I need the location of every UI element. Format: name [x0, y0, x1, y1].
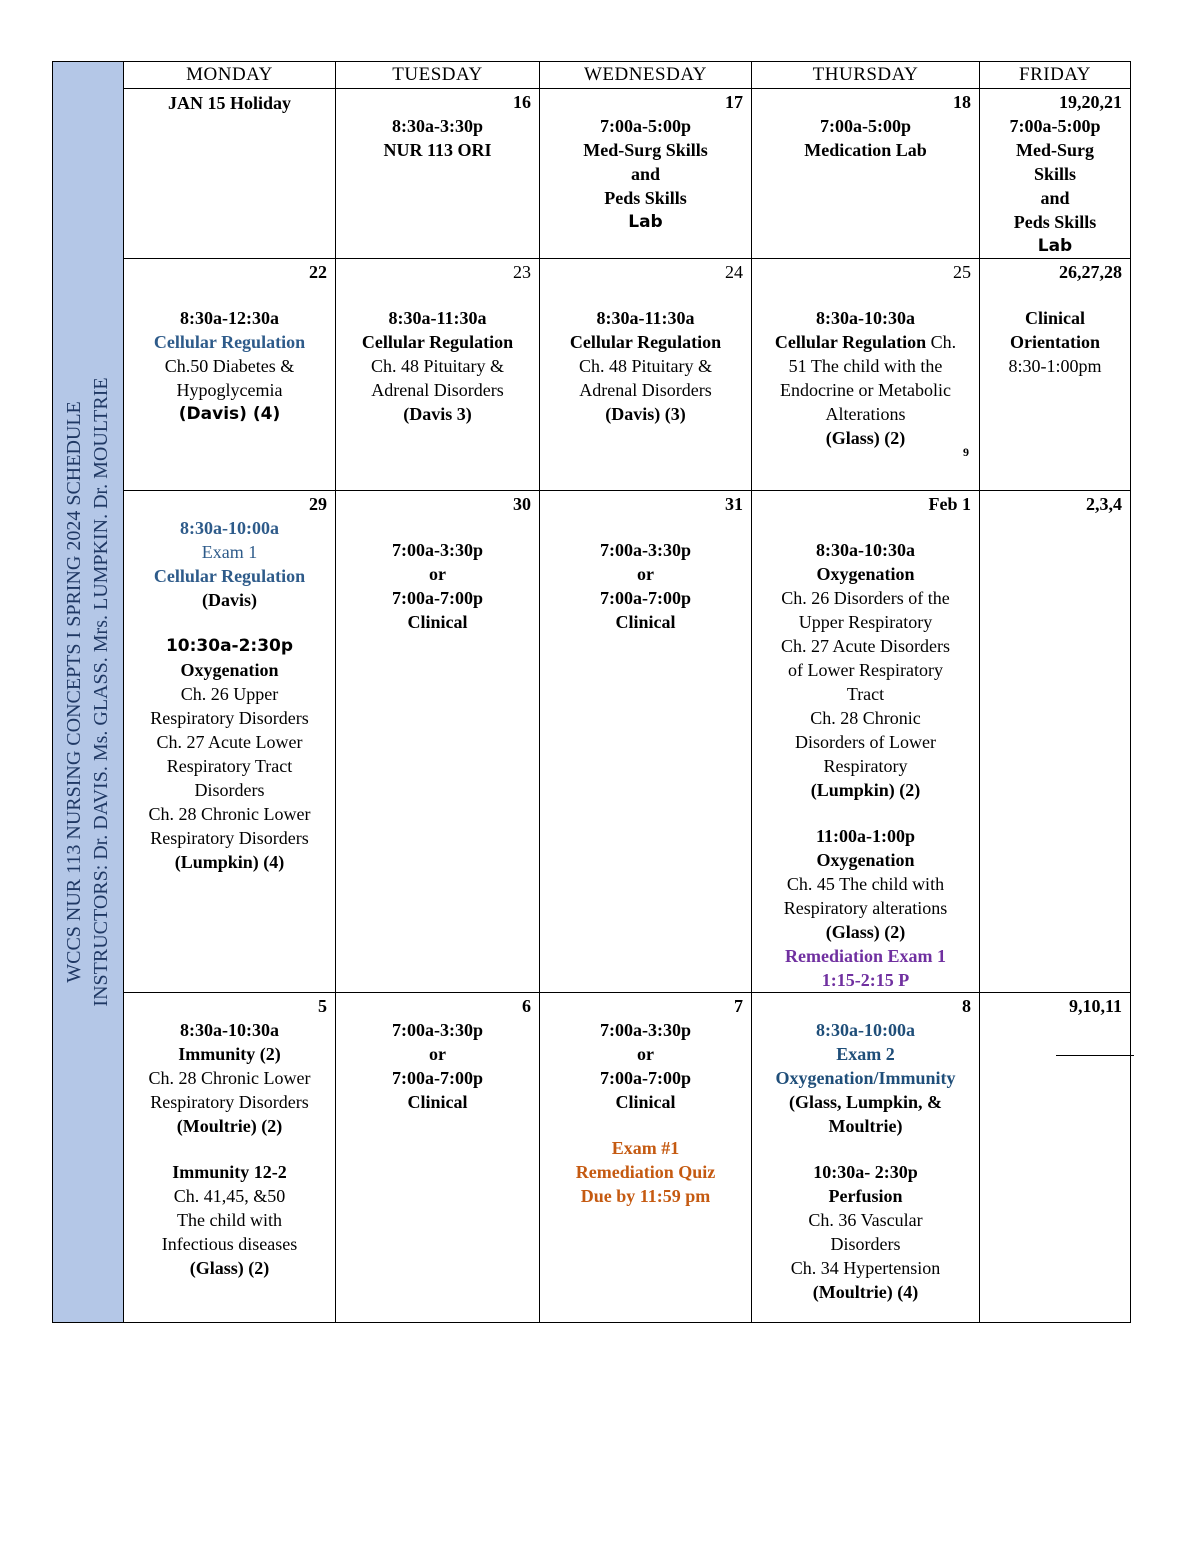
- week-row: [53, 259, 1131, 491]
- session-time: 8:30a-10:30a: [816, 540, 915, 560]
- session-title: Peds Skills: [604, 188, 687, 208]
- session-title: Medication Lab: [804, 140, 927, 160]
- chapter-line: Ch. 48 Pituitary &: [578, 356, 712, 376]
- date-number: 23: [513, 262, 531, 282]
- chapter-line: Respiratory Disorders: [150, 828, 309, 848]
- chapter-line: Respiratory Disorders: [150, 708, 309, 728]
- session-topic: Oxygenation/Immunity: [775, 1068, 956, 1088]
- chapter-line: Tract: [846, 684, 885, 704]
- day-cell: [540, 491, 752, 993]
- session-title: NUR 113 ORI: [383, 140, 492, 160]
- date-number: 9,10,11: [1068, 996, 1122, 1016]
- date-number: 26,27,28: [1059, 262, 1122, 282]
- session-title: Peds Skills: [1013, 212, 1097, 232]
- date-number: 17: [725, 92, 743, 112]
- day-cell: [980, 89, 1131, 259]
- session-topic: Cellular Regulation: [361, 332, 514, 352]
- instructor-label: (Glass) (2): [825, 922, 906, 942]
- date-number: 8: [962, 996, 971, 1016]
- chapter-line: Ch. 48 Pituitary &: [370, 356, 504, 376]
- session-title: Clinical: [407, 1092, 468, 1112]
- week-row: [53, 89, 1131, 259]
- chapter-line: Adrenal Disorders: [371, 380, 504, 400]
- chapter-line: Adrenal Disorders: [579, 380, 712, 400]
- side-banner: [53, 62, 124, 1323]
- session-time: 7:00a-3:30p: [392, 540, 483, 560]
- session-topic: Cellular Regulation: [153, 566, 306, 586]
- chapter-line: Disorders of Lower: [795, 732, 936, 752]
- session-title: Orientation: [1010, 332, 1100, 352]
- week-row: [53, 491, 1131, 993]
- date-number: 18: [953, 92, 971, 112]
- day-header-tuesday: TUESDAY: [336, 62, 540, 89]
- chapter-line: Alterations: [825, 404, 906, 424]
- chapter-line: Ch. 26 Upper: [180, 684, 279, 704]
- day-cell: [980, 259, 1131, 491]
- chapter-line: Ch. 27 Acute Disorders: [781, 636, 950, 656]
- date-number: 25: [953, 262, 971, 282]
- chapter-line: 51 The child with the: [788, 356, 943, 376]
- session-title: Med-Surg Skills: [583, 140, 708, 160]
- date-number: 19,20,21: [1059, 92, 1122, 112]
- session-time: 10:30a- 2:30p: [813, 1162, 918, 1182]
- instructor-label: (Davis) (3): [605, 404, 686, 424]
- session-time: 7:00a-3:30p: [600, 540, 691, 560]
- day-cell: [752, 491, 980, 993]
- day-cell: [752, 993, 980, 1323]
- chapter-line: Endocrine or Metabolic: [780, 380, 951, 400]
- instructor-label: (Moultrie) (2): [176, 1116, 283, 1136]
- session-time: 7:00a-3:30p: [600, 1020, 691, 1040]
- date-number: 7: [734, 996, 743, 1016]
- instructor-label: (Davis) (4): [178, 404, 281, 424]
- chapter-line: Ch.50 Diabetes &: [164, 356, 295, 376]
- date-number: 6: [522, 996, 531, 1016]
- session-time: 7:00a-7:00p: [600, 588, 691, 608]
- date-number: 22: [309, 262, 327, 282]
- session-time: 10:30a-2:30p: [165, 636, 294, 656]
- day-header-wednesday: WEDNESDAY: [540, 62, 752, 89]
- chapter-line: of Lower Respiratory: [788, 660, 943, 680]
- session-topic: Oxygenation: [180, 660, 279, 680]
- day-header-thursday: THURSDAY: [752, 62, 980, 89]
- week-row: [53, 993, 1131, 1323]
- day-cell: [752, 259, 980, 491]
- chapter-line: Upper Respiratory: [798, 612, 933, 632]
- session-time: 8:30a-10:00a: [816, 1020, 915, 1040]
- session-topic: Cellular Regulation: [774, 332, 927, 352]
- instructors-line: INSTRUCTORS: Dr. DAVIS. Ms. GLASS. Mrs. LUMPKIN. Dr. MOULTRIE: [90, 377, 112, 1007]
- day-cell: [124, 259, 336, 491]
- schedule-title: WCCS NUR 113 NURSING CONCEPTS I SPRING 2024 SCHEDULE: [63, 401, 85, 983]
- date-number: 29: [309, 494, 327, 514]
- session-time: 7:00a-5:00p: [820, 116, 911, 136]
- session-topic: Perfusion: [828, 1186, 903, 1206]
- or-label: or: [637, 1044, 654, 1064]
- day-cell: [124, 491, 336, 993]
- day-cell: [124, 89, 336, 259]
- session-time: 8:30a-12:30a: [180, 308, 279, 328]
- session-title: Lab: [628, 212, 663, 232]
- date-number: 31: [725, 494, 743, 514]
- chapter-line: Respiratory alterations: [783, 898, 948, 918]
- quiz-due: Due by 11:59 pm: [580, 1186, 711, 1206]
- session-topic: Oxygenation: [816, 850, 915, 870]
- date-number: Feb 1: [928, 494, 971, 514]
- chapter-line: Ch. 27 Acute Lower: [156, 732, 303, 752]
- instructor-label: (Lumpkin) (2): [810, 780, 921, 800]
- session-time: 7:00a-5:00p: [1009, 116, 1101, 136]
- or-label: or: [429, 1044, 446, 1064]
- date-number: 30: [513, 494, 531, 514]
- day-cell: [336, 89, 540, 259]
- session-time: 8:30a-3:30p: [392, 116, 483, 136]
- session-time: 7:00a-3:30p: [392, 1020, 483, 1040]
- session-topic: Cellular Regulation: [153, 332, 306, 352]
- remediation-time: 1:15-2:15 P: [821, 970, 910, 990]
- day-cell: [980, 491, 1131, 993]
- session-time: 8:30a-11:30a: [596, 308, 695, 328]
- date-number: 16: [513, 92, 531, 112]
- session-topic: Oxygenation: [816, 564, 915, 584]
- date-number: 24: [725, 262, 743, 282]
- chapter-line: Ch. 36 Vascular: [808, 1210, 923, 1230]
- day-cell: [540, 259, 752, 491]
- instructor-label: (Moultrie) (4): [812, 1282, 919, 1302]
- day-cell: [540, 993, 752, 1323]
- session-title: Skills: [1033, 164, 1077, 184]
- session-time: 8:30a-11:30a: [388, 308, 487, 328]
- session-topic: Cellular Regulation: [569, 332, 722, 352]
- chapter-line: Ch. 28 Chronic: [810, 708, 921, 728]
- remediation-label: Remediation Exam 1: [785, 946, 946, 966]
- day-cell: [336, 259, 540, 491]
- session-time: 7:00a-7:00p: [392, 588, 483, 608]
- session-time: 7:00a-7:00p: [600, 1068, 691, 1088]
- session-topic: Immunity 12-2: [172, 1162, 287, 1182]
- session-time: 7:00a-5:00p: [600, 116, 691, 136]
- session-title: Med-Surg: [1016, 140, 1094, 160]
- session-time: 8:30-1:00pm: [1008, 356, 1102, 376]
- chapter-line: Ch. 45 The child with: [786, 874, 945, 894]
- day-cell: [336, 993, 540, 1323]
- session-title: Clinical: [1024, 308, 1085, 328]
- chapter-line: Disorders: [830, 1234, 901, 1254]
- instructor-label: (Lumpkin) (4): [174, 852, 285, 872]
- session-title: Clinical: [615, 1092, 676, 1112]
- chapter-line: Respiratory Disorders: [150, 1092, 309, 1112]
- instructor-label: (Glass, Lumpkin, &: [788, 1092, 943, 1112]
- date-number: 2,3,4: [1086, 494, 1122, 514]
- session-time: 8:30a-10:30a: [816, 308, 915, 328]
- or-label: or: [637, 564, 654, 584]
- header-row: [53, 62, 1131, 89]
- day-cell: [336, 491, 540, 993]
- or-label: or: [429, 564, 446, 584]
- instructor-label: (Davis 3): [403, 404, 472, 424]
- quiz-label: Exam #1: [611, 1138, 680, 1158]
- chapter-line: The child with: [177, 1210, 282, 1230]
- holiday-label: JAN 15 Holiday: [167, 93, 291, 113]
- session-time: 7:00a-7:00p: [392, 1068, 483, 1088]
- session-topic: Immunity (2): [178, 1044, 281, 1064]
- chapter-line: Hypoglycemia: [176, 380, 283, 400]
- chapter-line: Respiratory Tract: [166, 756, 293, 776]
- date-number: 5: [318, 996, 327, 1016]
- schedule-table: [52, 61, 1131, 1323]
- instructor-label: (Davis): [202, 590, 257, 610]
- quiz-label: Remediation Quiz: [575, 1162, 716, 1182]
- session-title: and: [630, 164, 661, 184]
- session-time: 11:00a-1:00p: [816, 826, 915, 846]
- chapter-line: Ch. 26 Disorders of the: [781, 588, 950, 608]
- session-title: and: [1040, 188, 1070, 208]
- instructor-label: (Glass) (2): [825, 428, 906, 448]
- exam-label: Exam 2: [836, 1044, 895, 1064]
- chapter-line: Ch. 28 Chronic Lower: [148, 1068, 311, 1088]
- day-header-friday: FRIDAY: [980, 62, 1131, 89]
- exam-label: Exam 1: [201, 542, 258, 562]
- chapter-line: Respiratory: [823, 756, 908, 776]
- session-title: Clinical: [615, 612, 676, 632]
- day-cell: [752, 89, 980, 259]
- chapter-line: Ch. 34 Hypertension: [790, 1258, 941, 1278]
- day-cell: [980, 993, 1131, 1323]
- chapter-line: Disorders: [194, 780, 265, 800]
- instructor-label: (Glass) (2): [189, 1258, 270, 1278]
- instructor-label: Moultrie): [828, 1116, 903, 1136]
- chapter-line: Ch. 28 Chronic Lower: [148, 804, 311, 824]
- blank-line: [1056, 1055, 1134, 1056]
- day-cell: [124, 993, 336, 1323]
- page-note: 9: [963, 445, 969, 459]
- session-title: Clinical: [407, 612, 468, 632]
- chapter-line: Infectious diseases: [161, 1234, 298, 1254]
- session-time: 8:30a-10:00a: [180, 518, 279, 538]
- session-title: Lab: [1037, 236, 1073, 256]
- day-cell: [540, 89, 752, 259]
- day-header-monday: MONDAY: [124, 62, 336, 89]
- chapter-prefix: Ch.: [926, 332, 957, 352]
- chapter-line: Ch. 41,45, &50: [173, 1186, 286, 1206]
- session-time: 8:30a-10:30a: [180, 1020, 279, 1040]
